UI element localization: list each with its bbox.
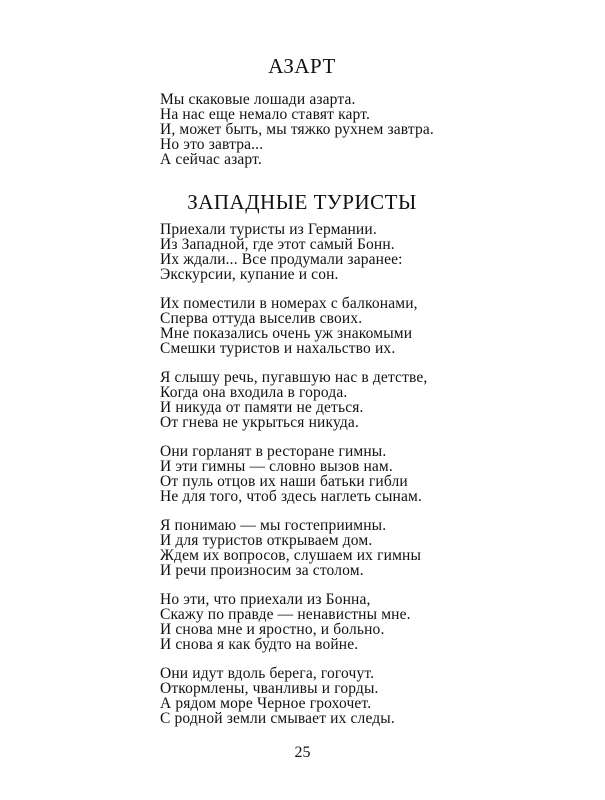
poem-line: Я слышу речь, пугавшую нас в детстве, bbox=[160, 369, 428, 386]
poem-line: Они горланят в ресторане гимны. bbox=[160, 443, 387, 460]
poem-line: Мне показались очень уж знакомыми bbox=[160, 325, 413, 342]
stanza bbox=[160, 370, 480, 430]
poem-line: Скажу по правде — ненавистны мне. bbox=[160, 606, 411, 623]
page-number: 25 bbox=[294, 744, 311, 761]
poem-line: И никуда от памяти не деться. bbox=[160, 399, 364, 416]
poem-line: И снова мне и яростно, и больно. bbox=[160, 621, 385, 638]
stanza bbox=[160, 666, 480, 726]
poem-line: С родной земли смывает их следы. bbox=[160, 710, 395, 727]
poem-line: Их поместили в номерах с балконами, bbox=[160, 295, 418, 312]
poem-line: Не для того, чтоб здесь наглеть сынам. bbox=[160, 488, 422, 505]
poem-line: И снова я как будто на войне. bbox=[160, 636, 359, 653]
poem-title-western-tourists: ЗАПАДНЫЕ ТУРИСТЫ bbox=[187, 190, 417, 214]
stanza bbox=[160, 296, 480, 356]
poem-line: И речи произносим за столом. bbox=[160, 562, 364, 579]
poem-line: Из Западной, где этот самый Бонн. bbox=[160, 236, 395, 253]
poem-line: На нас еще немало ставят карт. bbox=[160, 106, 371, 123]
poem-line: А сейчас азарт. bbox=[160, 151, 262, 168]
poem-line: Мы скаковые лошади азарта. bbox=[160, 91, 356, 108]
poem-line: И, может быть, мы тяжко рухнем завтра. bbox=[160, 121, 434, 138]
poem-line: Откормлены, чванливы и горды. bbox=[160, 680, 379, 697]
poem-line: Приехали туристы из Германии. bbox=[160, 221, 377, 238]
stanza bbox=[160, 222, 480, 282]
stanza bbox=[160, 592, 480, 652]
poem-line: Я понимаю — мы гостеприимны. bbox=[160, 517, 387, 534]
poem-line: Но это завтра... bbox=[160, 136, 264, 153]
poem-line: Сперва оттуда выселив своих. bbox=[160, 310, 363, 327]
poem-line: Когда она входила в города. bbox=[160, 384, 348, 401]
poem-line: Они идут вдоль берега, гогочут. bbox=[160, 665, 375, 682]
poem-title-azart: АЗАРТ bbox=[268, 54, 336, 78]
poem-azart bbox=[160, 92, 480, 167]
poem-line: Экскурсии, купание и сон. bbox=[160, 266, 339, 283]
poem-line: А рядом море Черное грохочет. bbox=[160, 695, 372, 712]
poem-line: Ждем их вопросов, слушаем их гимны bbox=[160, 547, 422, 564]
stanza bbox=[160, 518, 480, 578]
poem-western-tourists bbox=[160, 222, 480, 726]
poem-line: И эти гимны — словно вызов нам. bbox=[160, 458, 393, 475]
poem-line: Их ждали... Все продумали заранее: bbox=[160, 251, 403, 268]
poem-line: Но эти, что приехали из Бонна, bbox=[160, 591, 371, 608]
stanza bbox=[160, 444, 480, 504]
poem-line: От пуль отцов их наши батьки гибли bbox=[160, 473, 408, 490]
poem-line: От гнева не укрыться никуда. bbox=[160, 414, 359, 431]
poem-line: Смешки туристов и нахальство их. bbox=[160, 340, 396, 357]
stanza bbox=[160, 92, 480, 167]
poem-line: И для туристов открываем дом. bbox=[160, 532, 373, 549]
